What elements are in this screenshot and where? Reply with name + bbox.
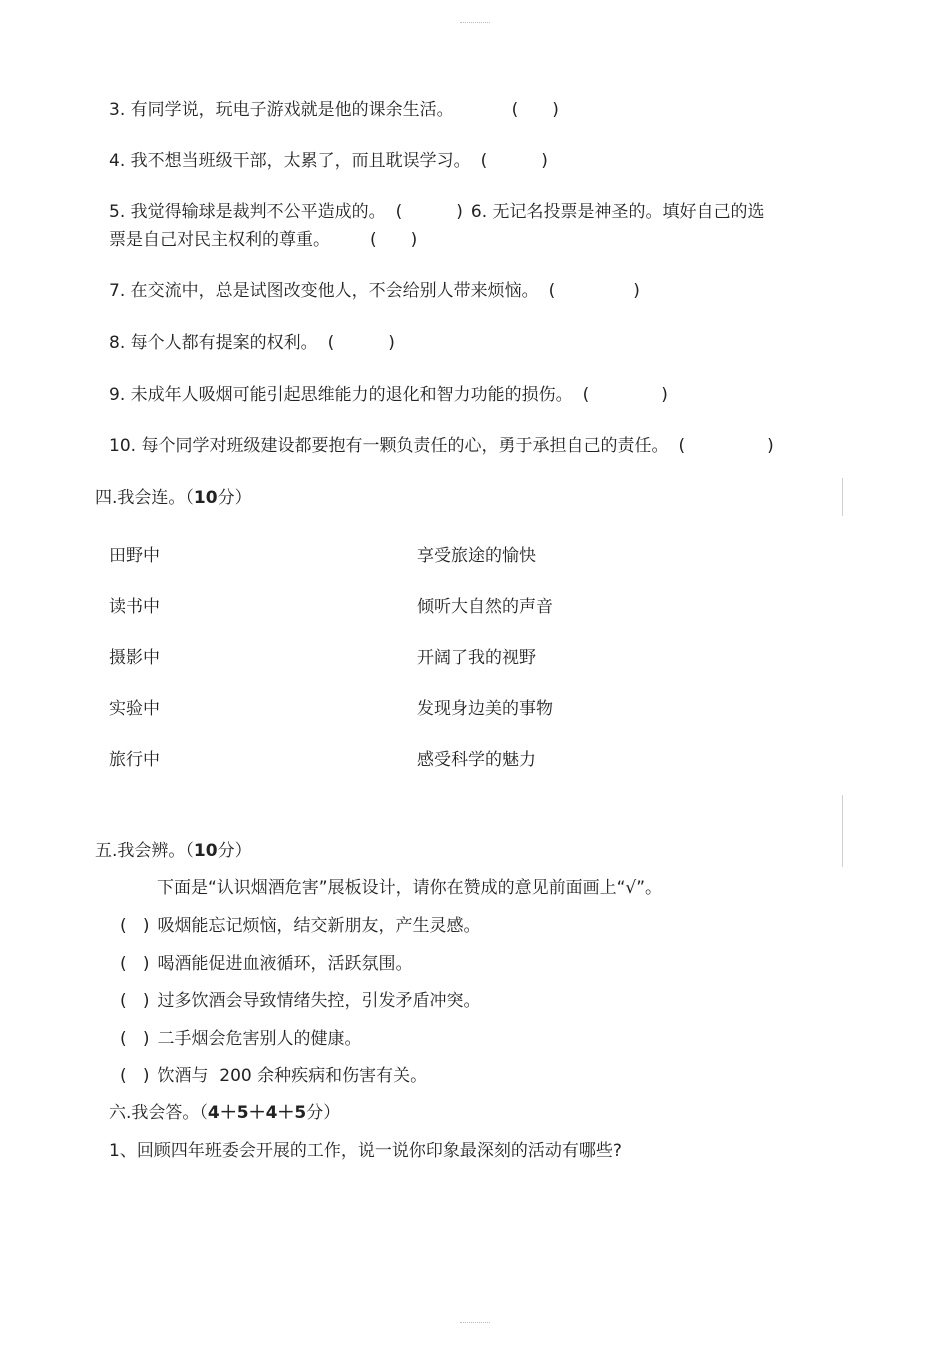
question-6-line2 xyxy=(109,229,417,251)
question-7-text: 7. 在交流中，总是试图改变他人，不会给别人带来烦恼。 xyxy=(109,281,539,301)
margin-bar xyxy=(842,795,843,867)
question-7 xyxy=(109,280,640,302)
opinion-item xyxy=(120,1065,427,1087)
section-5-score: 10 xyxy=(193,841,218,861)
checkbox-bracket[interactable]: ( ) xyxy=(120,1066,150,1086)
answer-paren-close: ) xyxy=(456,202,463,222)
answer-paren-open: ( xyxy=(511,100,519,120)
opinion-item xyxy=(120,915,480,937)
answer-paren-open: ( xyxy=(582,385,590,405)
question-9 xyxy=(109,384,668,406)
match-left-item: 实验中 xyxy=(109,699,160,719)
checkbox-bracket[interactable]: ( ) xyxy=(120,916,150,936)
question-8 xyxy=(109,332,395,354)
opinion-text: 饮酒与 200 余种疾病和伤害有关。 xyxy=(157,1066,428,1086)
answer-paren-close: ) xyxy=(633,281,640,301)
answer-paren-open: ( xyxy=(548,281,556,301)
question-4-text: 4. 我不想当班级干部，太累了，而且耽误学习。 xyxy=(109,151,471,171)
question-3 xyxy=(109,99,559,121)
margin-bar xyxy=(842,478,843,516)
section-5-intro: 下面是“认识烟酒危害”展板设计，请你在赞成的意见前面画上“√”。 xyxy=(157,878,663,898)
question-8-text: 8. 每个人都有提案的权利。 xyxy=(109,333,318,353)
match-right-item: 发现身边美的事物 xyxy=(417,699,553,719)
question-5-text: 5. 我觉得输球是裁判不公平造成的。 xyxy=(109,202,386,222)
section-6-question-1: 1、回顾四年班委会开展的工作，说一说你印象最深刻的活动有哪些? xyxy=(109,1141,622,1161)
answer-paren-close: ) xyxy=(767,436,774,456)
checkbox-bracket[interactable]: ( ) xyxy=(120,991,150,1011)
match-right-item: 感受科学的魅力 xyxy=(417,750,536,770)
match-right-item: 倾听大自然的声音 xyxy=(417,597,553,617)
question-3-text: 3. 有同学说，玩电子游戏就是他的课余生活。 xyxy=(109,100,454,120)
question-10-text: 10. 每个同学对班级建设都要抱有一颗负责任的心，勇于承担自己的责任。 xyxy=(109,436,669,456)
page-bottom-mark xyxy=(460,1322,490,1325)
section-4-title-suffix: 分） xyxy=(217,488,252,508)
opinion-text: 过多饮酒会导致情绪失控，引发矛盾冲突。 xyxy=(157,991,481,1011)
question-4 xyxy=(109,150,548,172)
page-top-mark xyxy=(460,22,490,25)
match-left-item: 读书中 xyxy=(109,597,160,617)
section-6-title-prefix: 六.我会答。（ xyxy=(109,1103,208,1123)
opinion-text: 吸烟能忘记烦恼，结交新朋友，产生灵感。 xyxy=(157,916,481,936)
checkbox-bracket[interactable]: ( ) xyxy=(120,1029,150,1049)
section-4-score: 10 xyxy=(193,488,218,508)
answer-paren-open: ( xyxy=(370,230,377,250)
answer-paren-close: ) xyxy=(661,385,668,405)
answer-paren-open: ( xyxy=(678,436,686,456)
checkbox-bracket[interactable]: ( ) xyxy=(120,954,150,974)
question-6-text-line1: 6. 无记名投票是神圣的。填好自己的选 xyxy=(470,202,765,222)
answer-paren-close: ) xyxy=(410,230,418,250)
answer-paren-close: ) xyxy=(541,151,548,171)
section-4-title xyxy=(95,487,252,509)
match-right-item: 开阔了我的视野 xyxy=(417,648,536,668)
section-6-title-suffix: 分） xyxy=(306,1103,341,1123)
opinion-text: 二手烟会危害别人的健康。 xyxy=(157,1029,362,1049)
section-5-title-prefix: 五.我会辨。（ xyxy=(95,841,194,861)
match-left-item: 旅行中 xyxy=(109,750,160,770)
question-5-6 xyxy=(109,201,765,223)
answer-paren-open: ( xyxy=(480,151,488,171)
answer-paren-open: ( xyxy=(327,333,335,353)
match-left-item: 摄影中 xyxy=(109,648,160,668)
opinion-item xyxy=(120,953,412,975)
section-4-title-prefix: 四.我会连。（ xyxy=(95,488,194,508)
opinion-item xyxy=(120,1028,361,1050)
match-right-item: 享受旅途的愉快 xyxy=(417,546,536,566)
section-5-title xyxy=(95,840,252,862)
question-9-text: 9. 未成年人吸烟可能引起思维能力的退化和智力功能的损伤。 xyxy=(109,385,573,405)
answer-paren-close: ) xyxy=(552,100,559,120)
section-6-score: 4＋5＋4＋5 xyxy=(207,1103,307,1123)
question-10 xyxy=(109,435,774,457)
opinion-text: 喝酒能促进血液循环，活跃氛围。 xyxy=(157,954,413,974)
answer-paren-close: ) xyxy=(388,333,395,353)
section-5-title-suffix: 分） xyxy=(217,841,252,861)
question-6-text-line2: 票是自己对民主权利的尊重。 xyxy=(109,230,330,250)
opinion-item xyxy=(120,990,480,1012)
answer-paren-open: ( xyxy=(395,202,403,222)
section-6-title xyxy=(109,1102,340,1124)
match-left-item: 田野中 xyxy=(109,546,160,566)
